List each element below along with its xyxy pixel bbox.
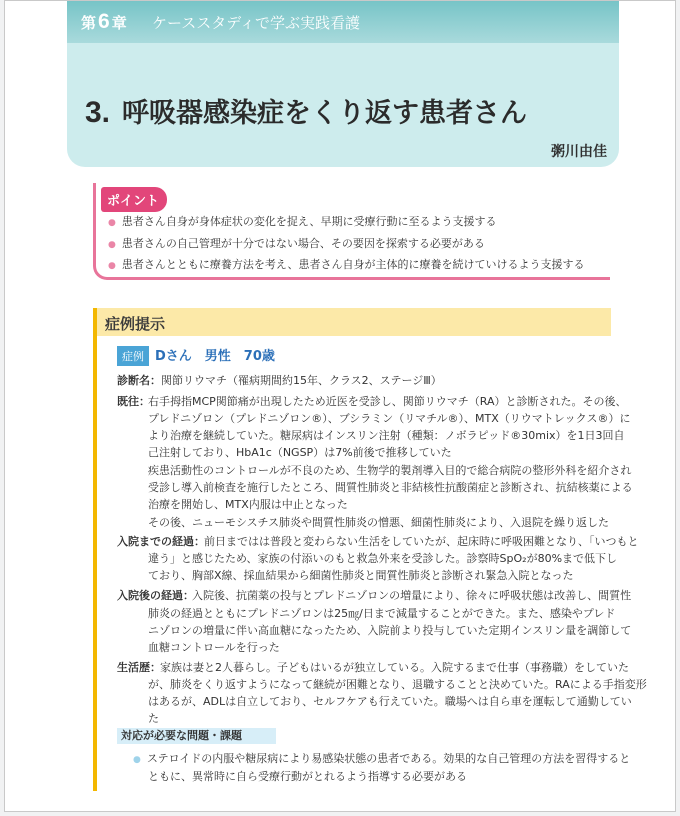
history-line: その後、ニューモシスチス肺炎や間質性肺炎の憎悪、細菌性肺炎により、入退院を繰り返した: [148, 516, 610, 529]
life-line: た: [148, 712, 159, 725]
history-line: 己注射しており、HbA1c（NGSP）は7%前後で推移していた: [148, 446, 452, 459]
pre-admission-label: 入院までの経過：: [117, 535, 205, 548]
chapter-bar: [67, 1, 619, 43]
chapter-title: ケーススタディで学ぶ実践看護: [152, 14, 361, 32]
issue-line: [133, 750, 630, 766]
diagnosis-text: 関節リウマチ（罹病期間約15年、クラス2、ステージⅢ）: [161, 374, 442, 387]
chapter-header: [67, 1, 619, 167]
post-admission-label: 入院後の経過：: [117, 589, 194, 602]
life-line: が、肺炎をくり返すようになって継続が困難となり、退職することと決めていた。RAによる手指変形: [148, 678, 647, 691]
issue-line: ともに、異常時に自ら受療行動がとれるよう指導する必要がある: [148, 770, 467, 783]
chapter-label-pre: 第: [81, 15, 97, 32]
chapter-label: [81, 10, 127, 34]
issue-line-text: ステロイドの内服や糖尿病により易感染状態の患者である。効果的な自己管理の方法を習得すると: [146, 752, 631, 765]
diagnosis-label: 診断名：: [117, 374, 161, 387]
bullet-icon: ●: [108, 240, 116, 250]
life-line: はあるが、ADLは自立しており、セルフケアも行えていた。職場へは自ら車を運転して通勤してい: [148, 695, 632, 708]
issue-title: 対応が必要な問題・課題: [117, 728, 276, 744]
history-line: プレドニゾロン（プレドニゾロン®）、ブシラミン（リマチル®）、MTX（リウマトレックス®）に: [148, 412, 631, 425]
section-number: 3.: [85, 96, 111, 129]
bullet-icon: ●: [108, 261, 116, 271]
life-line: 家族は妻と2人暮らし。子どもはいるが独立している。入院するまで仕事（事務職）をしていた: [160, 661, 629, 674]
point-item-text: 患者さん自身が身体症状の変化を捉え、早期に受療行動に至るよう支援する: [121, 215, 497, 228]
case-patient: Dさん 男性 70歳: [155, 349, 275, 364]
history-line: 受診し導入前検査を施行したところ、間質性肺炎と非結核性抗酸菌症と診断され、抗結核薬による: [148, 481, 633, 494]
point-item: [108, 256, 585, 272]
section-title: [85, 91, 527, 130]
point-box: [93, 183, 610, 280]
bullet-icon: ●: [108, 218, 116, 228]
post-admission-line: 肺炎の経過とともにプレドニゾロンは25㎎/日まで減量することができた。また、感染やプレド: [148, 607, 616, 620]
life-label: 生活歴：: [117, 661, 161, 674]
author-name: 粥川由佳: [551, 144, 607, 160]
history-line: 疾患活動性のコントロールが不良のため、生物学的製剤導入目的で総合病院の整形外科を紹介され: [148, 464, 632, 477]
case-section-header: [93, 308, 611, 336]
case-badge: 症例: [117, 346, 149, 366]
point-item: [108, 235, 485, 251]
case-section-title: 症例提示: [105, 315, 166, 333]
case-section-rule: [93, 336, 97, 791]
history-line: 治療を開始し、MTX内服は中止となった: [148, 498, 348, 511]
history-line: 右手拇指MCP関節痛が出現したため近医を受診し、関節リウマチ（RA）と診断された。その後、: [148, 395, 627, 408]
pre-admission-line: 前日まではは普段と変わらない生活をしていたが、起床時に呼吸困難となり、「いつもと: [204, 535, 639, 548]
pre-admission-line: 違う」と感じたため、家族の付添いのもと救急外来を受診した。診察時SpO₂が80%まで低下し: [148, 552, 618, 565]
bullet-icon: ●: [133, 755, 141, 765]
point-item-text: 患者さんとともに療養方法を考え、患者さん自身が主体的に療養を続けていけるよう支援する: [121, 258, 585, 271]
chapter-number: 6: [98, 10, 110, 33]
document-page: [4, 0, 676, 812]
post-admission-line: ニゾロンの増量に伴い高血糖になったため、入院前より投与していた定期インスリン量を調節して: [148, 624, 632, 637]
point-item: [108, 213, 497, 229]
section-title-text: 呼吸器感染症をくり返す患者さん: [122, 98, 528, 129]
point-badge: ポイント: [101, 187, 167, 212]
pre-admission-line: ており、胸部X線、採血結果から細菌性肺炎と間質性肺炎と診断され緊急入院となった: [148, 569, 574, 582]
chapter-label-post: 章: [111, 15, 127, 32]
history-label: 既往：: [117, 395, 150, 408]
point-item-text: 患者さんの自己管理が十分ではない場合、その要因を探索する必要がある: [121, 237, 485, 250]
post-admission-line: 入院後、抗菌薬の投与とプレドニゾロンの増量により、徐々に呼吸状態は改善し、間質性: [192, 589, 632, 602]
diagnosis-row: [117, 372, 442, 388]
history-line: より治療を継続していた。糖尿病はインスリン注射（種類：ノボラピッド®30mix）を1日3回自: [148, 429, 625, 442]
post-admission-line: 血糖コントロールを行った: [148, 641, 280, 654]
